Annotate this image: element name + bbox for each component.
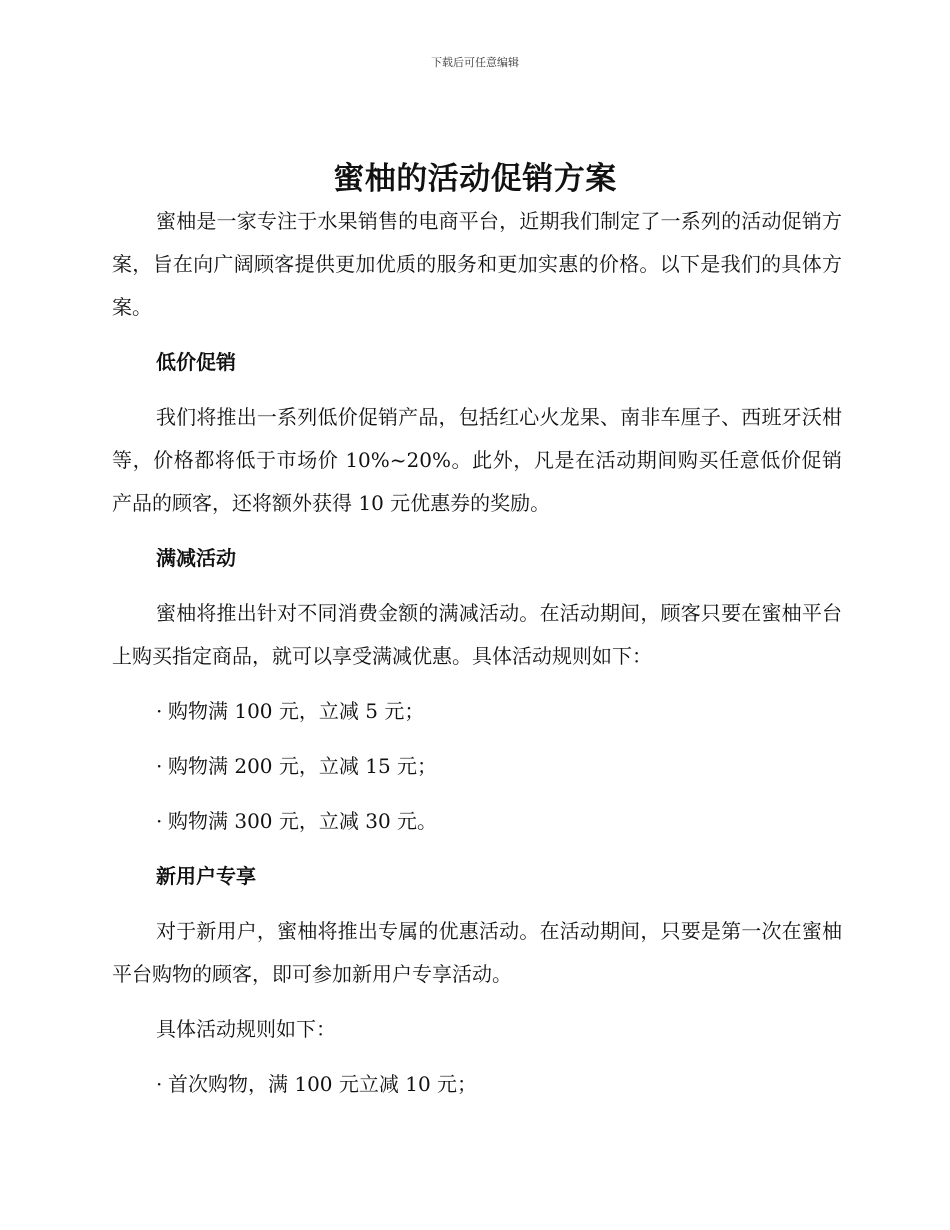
list-item xyxy=(112,690,842,733)
list-item xyxy=(112,1063,842,1106)
section-heading-new-user: 新用户专享 xyxy=(156,864,256,888)
document-title: 蜜柚的活动促销方案 xyxy=(333,161,617,197)
section-heading-discount: 满减活动 xyxy=(156,546,236,570)
list-item-text: 首次购物，满 100 元立减 10 元； xyxy=(168,1072,478,1096)
header-note: 下载后可任意编辑 xyxy=(431,56,519,69)
bullet-dot: · xyxy=(156,754,163,778)
bullet-dot: · xyxy=(156,1072,163,1096)
bullet-dot: · xyxy=(156,809,163,833)
list-item-text: 购物满 300 元，立减 30 元。 xyxy=(168,809,438,833)
rules-intro: 具体活动规则如下： xyxy=(156,1017,336,1041)
list-item-text: 购物满 100 元，立减 5 元； xyxy=(168,699,425,723)
section-heading-low-price: 低价促销 xyxy=(156,350,236,374)
document-body xyxy=(112,200,842,1106)
intro-paragraph: 蜜柚是一家专注于水果销售的电商平台，近期我们制定了一系列的活动促销方案，旨在向广阔顾客提供更加优质的服务和更加实惠的价格。以下是我们的具体方案。 xyxy=(112,209,842,319)
section-paragraph-discount: 蜜柚将推出针对不同消费金额的满减活动。在活动期间，顾客只要在蜜柚平台上购买指定商品，就可以享受满减优惠。具体活动规则如下： xyxy=(112,601,842,668)
list-item xyxy=(112,745,842,788)
list-item xyxy=(112,800,842,843)
list-item-text: 购物满 200 元，立减 15 元； xyxy=(168,754,438,778)
bullet-dot: · xyxy=(156,699,163,723)
section-paragraph-low-price: 我们将推出一系列低价促销产品，包括红心火龙果、南非车厘子、西班牙沃柑等，价格都将低于市场价 10%~20%。此外，凡是在活动期间购买任意低价促销产品的顾客，还将额外获得 10 元优惠券的奖励。 xyxy=(112,405,842,515)
section-paragraph-new-user: 对于新用户，蜜柚将推出专属的优惠活动。在活动期间，只要是第一次在蜜柚平台购物的顾客，即可参加新用户专享活动。 xyxy=(112,919,842,986)
